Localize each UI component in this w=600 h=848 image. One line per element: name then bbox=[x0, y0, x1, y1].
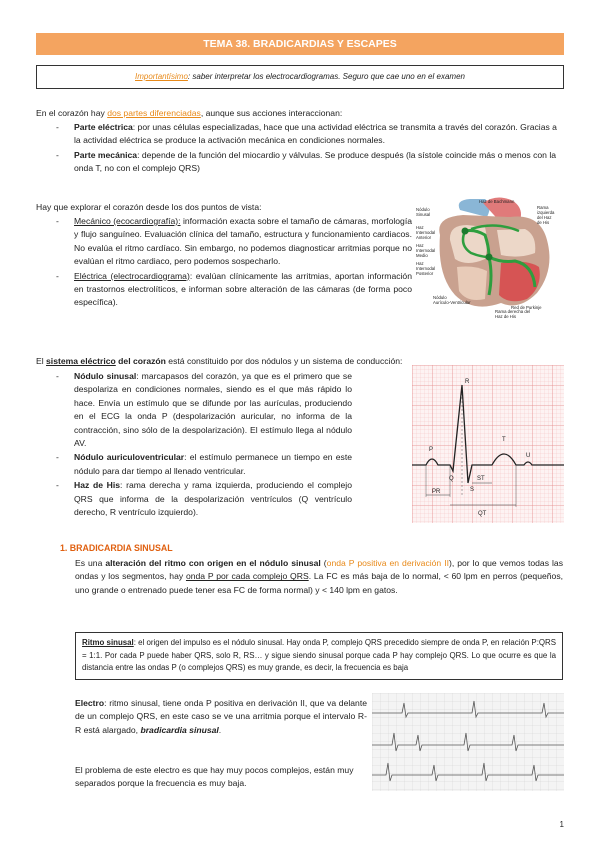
left-atrium bbox=[497, 229, 535, 257]
label-right-branch: Rama derecha del bbox=[495, 309, 531, 314]
list-item bbox=[56, 149, 564, 176]
item-text: : rama derecha y rama izquierda, produciendo el complejo QRS que informa de la despolarización ventrículos (Q ventrículo derecho, R ventrículo izquierdo). bbox=[74, 480, 352, 518]
ecg-label-t: T bbox=[502, 437, 506, 443]
ecg-label-qt: QT bbox=[478, 511, 487, 517]
label-left-branch: Rama bbox=[537, 205, 549, 210]
label-post-bundle-3: Posterior bbox=[416, 271, 434, 276]
sec-bold: alteración del ritmo con origen en el nódulo sinusal bbox=[105, 558, 321, 568]
item-term: Eléctrica (electrocardiograma) bbox=[74, 270, 190, 281]
rhythm-text: : el origen del impulso es el nódulo sinusal. Hay onda P, complejo QRS precedido siempre de onda P, en relación P:QRS = 1:1. Por cada P puede haber QRS, solo R, RS… y sigue siendo sinusal porque cada P hay complejo QRS. Lo que ocurre es que la distancia entre las ondas P (o complejos QRS) es muy grande, es decir, la frecuencia es baja bbox=[82, 638, 556, 673]
sec-orange: onda P positiva en derivación II bbox=[326, 558, 449, 568]
label-purkinje: Red de Purkinje bbox=[511, 305, 542, 310]
item-text: : depende de la función del miocardio y válvulas. Se produce después (la sístole coincide más o menos con la onda T, no con el complejo QRS) bbox=[74, 149, 557, 174]
label-bachmann: Haz de Bachmann bbox=[479, 199, 515, 204]
section-heading: 1. BRADICARDIA SINUSAL bbox=[60, 543, 173, 553]
list-item bbox=[56, 451, 352, 478]
label-av-node: Nódulo bbox=[433, 295, 447, 300]
ecg-grid bbox=[412, 365, 564, 523]
electro-paragraph bbox=[75, 697, 367, 737]
label-post-bundle: Haz bbox=[416, 261, 424, 266]
ecg-label-q: Q bbox=[449, 476, 454, 482]
ecg-label-p: P bbox=[429, 447, 434, 453]
intro-post: , aunque sus acciones interaccionan: bbox=[200, 108, 343, 118]
label-sinus-node: Nódulo bbox=[416, 207, 430, 212]
system-list bbox=[56, 370, 352, 519]
ecg-label-st: ST bbox=[477, 476, 485, 482]
item-text: : el estímulo permanece un tiempo en este nódulo para dar tiempo al llenado ventricular. bbox=[74, 452, 352, 476]
intro-highlight: dos partes diferenciadas bbox=[107, 108, 201, 118]
item-text: : evalúan clínicamente las arritmias, aportan información en trastornos electrolíticos, e informan sobre alteración de las cámaras (de forma poco específica). bbox=[74, 270, 412, 308]
page-number: 1 bbox=[559, 820, 564, 829]
item-text: : por unas células especializadas, hace que una actividad eléctrica se transmita a través del corazón. Gracias a la actividad eléctrica se produce la activación mecánica en condiciones normales. bbox=[74, 122, 557, 146]
sec-post: . La FC es más baja de lo normal, < 60 lpm en perros (pequeños, uno grande o entrenado puede tener esa FC de forma normal) y < 140 lpm en gatos. bbox=[75, 571, 564, 595]
item-term: Nódulo sinusal bbox=[74, 371, 137, 381]
electro-paragraph-2: El problema de este electro es que hay muy pocos complejos, están muy separados porque la frecuencia es muy baja. bbox=[75, 765, 354, 789]
item-text: información exacta sobre el tamaño de cámaras, morfología y flujo sanguíneo. Evaluación clínica del tamaño, estructura y funcionamiento cardiacos. No evalúa el ritmo cardíaco. Sin embargo, no podemos diagnosticar arritmias porque no evalúan el ritmo cardiaco, pero podemos sospecharlo. bbox=[74, 216, 412, 267]
label-left-branch-2: izquierda bbox=[537, 210, 555, 215]
item-term: Parte eléctrica bbox=[74, 122, 133, 132]
system-post: está constituido por dos nódulos y un sistema de conducción: bbox=[165, 356, 403, 366]
intro-list bbox=[56, 121, 564, 176]
page-title: TEMA 38. BRADICARDIAS Y ESCAPES bbox=[36, 33, 564, 55]
electro-em: bradicardia sinusal bbox=[140, 724, 219, 735]
electro-pre: : ritmo sinusal, tiene onda P positiva en derivación II, que va delante de un complejo QRS, en este caso se ve una arritmia porque el intervalo R-R está alargado, bbox=[75, 698, 367, 735]
system-post-bold: del corazón bbox=[115, 356, 166, 366]
label-sinus-node-2: Sinusal bbox=[416, 212, 431, 217]
heart-conduction-diagram bbox=[415, 195, 565, 319]
section-paragraph bbox=[75, 557, 563, 597]
sec-paren: ( bbox=[320, 558, 327, 568]
system-highlight: sistema eléctrico bbox=[46, 356, 116, 366]
label-post-bundle-2: Internodal bbox=[416, 266, 436, 271]
note-text: : saber interpretar los electrocardiogramas. Seguro que cae uno en el examen bbox=[187, 72, 465, 81]
ecg-strip bbox=[372, 693, 564, 791]
list-item bbox=[56, 270, 412, 310]
ecg-label-pr: PR bbox=[432, 489, 441, 495]
ecg-label-u: U bbox=[526, 453, 531, 459]
item-term: Parte mecánica bbox=[74, 149, 138, 160]
list-item bbox=[56, 215, 412, 269]
ecg-label-r: R bbox=[465, 379, 470, 385]
explore-heading: Hay que explorar el corazón desde los dos puntos de vista: bbox=[36, 202, 262, 212]
rhythm-box bbox=[75, 632, 563, 680]
item-term: Nódulo auriculoventricular bbox=[74, 452, 185, 463]
sec-mid: ), por lo que vemos todas las ondas y los segmentos, hay bbox=[75, 558, 563, 582]
electro-post: . bbox=[218, 724, 222, 735]
sec-ul: onda P por cada complejo QRS bbox=[185, 571, 309, 582]
sinus-node-dot bbox=[462, 228, 469, 235]
ecg-wave-diagram bbox=[412, 365, 564, 523]
ecg-label-s: S bbox=[470, 487, 475, 493]
explore-list bbox=[56, 215, 412, 310]
electro-term: Electro bbox=[75, 698, 105, 708]
label-ant-bundle: Haz bbox=[416, 225, 424, 230]
intro-paragraph bbox=[36, 107, 564, 120]
label-left-branch-4: de His bbox=[537, 220, 550, 225]
item-term: Haz de His bbox=[74, 480, 121, 491]
list-item bbox=[56, 370, 352, 450]
list-item bbox=[56, 479, 352, 519]
label-mid-bundle: Haz bbox=[416, 243, 424, 248]
label-ant-bundle-2: Internodal bbox=[416, 230, 436, 235]
label-ant-bundle-3: Anterior bbox=[416, 235, 432, 240]
sec-pre: Es una bbox=[75, 558, 106, 568]
item-term: Mecánico (ecocardiografía): bbox=[74, 216, 181, 226]
intro-pre: En el corazón hay bbox=[36, 108, 108, 118]
rhythm-term: Ritmo sinusal bbox=[82, 638, 134, 647]
item-text: : marcapasos del corazón, ya que es el primero que se despolariza en condiciones normales, siendo es el que más rápido lo hace. Envía un estímulo que se difunde por las aurículas, produciendo en el ECG la onda P (despolarización auricular, no informa de la contracción, sino sólo de la despolarización). El estímulo llega al nódulo AV. bbox=[74, 371, 352, 449]
label-right-branch-2: Haz de His bbox=[495, 314, 517, 319]
av-node-dot bbox=[486, 254, 493, 261]
label-av-node-2: Aurículo-Ventricular bbox=[433, 300, 471, 305]
list-item bbox=[56, 121, 564, 148]
important-note bbox=[36, 65, 564, 89]
label-mid-bundle-2: Internodal bbox=[416, 248, 436, 253]
system-pre: El bbox=[36, 356, 47, 366]
label-left-branch-3: del Haz bbox=[537, 215, 552, 220]
label-mid-bundle-3: Medio bbox=[416, 253, 428, 258]
note-lead: Importantísimo bbox=[135, 72, 188, 81]
